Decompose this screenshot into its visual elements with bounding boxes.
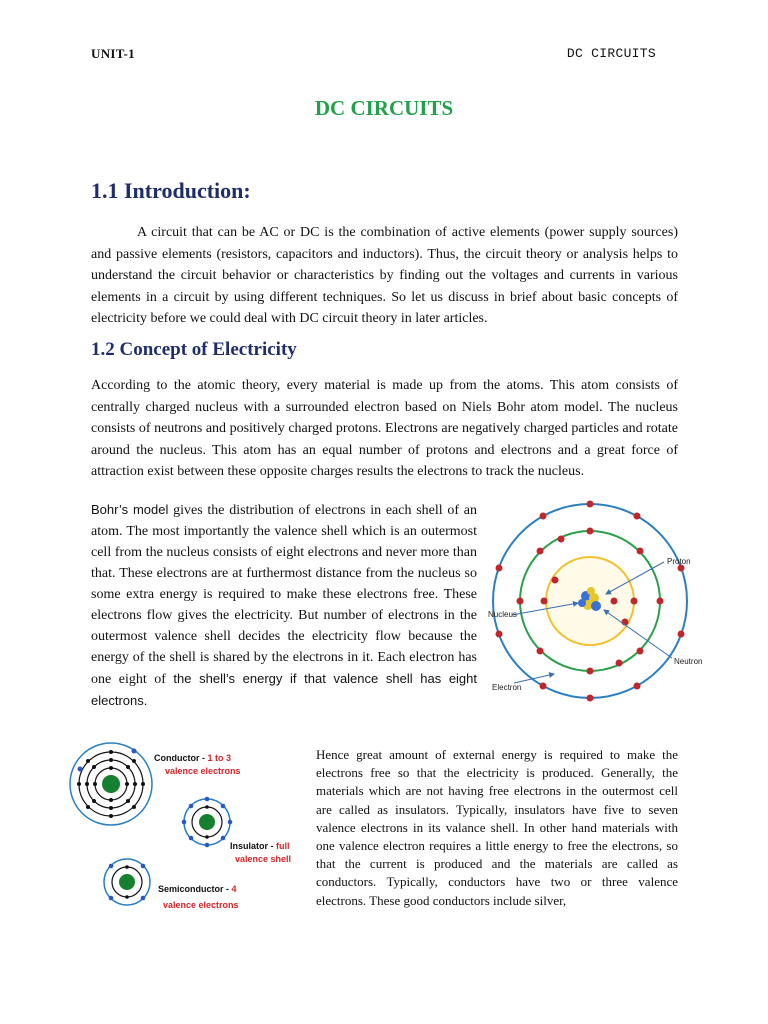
conductor-atom-icon <box>70 743 152 825</box>
insulator-label: Insulator - full <box>230 841 290 851</box>
semiconductor-label: Semiconductor - 4 <box>158 884 237 894</box>
label-electron: Electron <box>492 683 522 692</box>
page-title: DC CIRCUITS <box>314 96 454 120</box>
bohr-body: gives the distribution of electrons in each shell of an atom. The most importantly the valence shell which is an outermost cell from the nucleus consists of eight electrons and never more than that. These electrons are at furthermost distance from the nucleus so some extra energy is required to make these electrons free. These electrons flow gives the electricity. But number of electrons in the outermost valence shell decides the electricity flow because the energy of the shell is shared by the electrons in it. Each electron has one eight of <box>91 503 477 687</box>
bohr-tail: the shell’s energy if that valence shell has eight electrons. <box>91 671 478 708</box>
bohr-lead: Bohr’s model <box>91 502 169 517</box>
label-neutron: Neutron <box>674 657 703 666</box>
bohr-paragraph <box>91 499 477 712</box>
electricity-paragraph: According to the atomic theory, every material is made up from the atoms. This atom consists of centrally charged nucleus with a surrounded electron based on Niels Bohr atom model. The nucleus consists of neutrons and positively charged protons. Electrons are negatively charged particles and rotate around the nucleus. This atom has an equal number of protons and electrons and a great force of attraction exist between these opposite charges results the electrons to track the nucleus. <box>91 378 678 480</box>
header-chapter: DC CIRCUITS <box>566 46 656 61</box>
label-proton: Proton <box>667 557 691 566</box>
introduction-paragraph: A circuit that can be AC or DC is the combination of active elements (power supply sources) and passive elements (resistors, capacitors and inductors). Thus, the circuit theory or analysis helps to understand the circuit behavior or characteristics by finding out the voltages and currents in various elements in a circuit by using different techniques. So let us discuss in brief about basic concepts of electricity before we could deal with DC circuit theory in later articles. <box>91 225 678 327</box>
insulator-atom-icon <box>182 797 233 848</box>
material-types-diagram <box>68 738 308 920</box>
conductor-sublabel: valence electrons <box>165 766 241 776</box>
semiconductor-atom-icon <box>104 859 150 905</box>
conductor-label: Conductor - 1 to 3 <box>154 753 232 763</box>
section-heading-electricity: 1.2 Concept of Electricity <box>91 339 297 360</box>
atom-diagram <box>484 498 706 708</box>
label-nucleus: Nucleus <box>488 610 517 619</box>
insulators-conductors-paragraph: Hence great amount of external energy is required to make the electrons free so that the electricity is produced. Generally, the materials which are not having free electrons in the outermost cell are called as insulators. Typically, insulators have five to seven valence electrons in its valance shell. In other hand materials with one valence electron requires a little energy to free the electrons, so that the current is produced and the materials are called as conductors. Typically, conductors have two or three valence electrons. These good conductors include silver, <box>316 747 678 908</box>
section-heading-introduction: 1.1 Introduction: <box>91 178 251 203</box>
header-unit: UNIT-1 <box>91 46 135 61</box>
insulator-sublabel: valence shell <box>235 854 292 864</box>
semiconductor-sublabel: valence electrons <box>163 900 239 910</box>
